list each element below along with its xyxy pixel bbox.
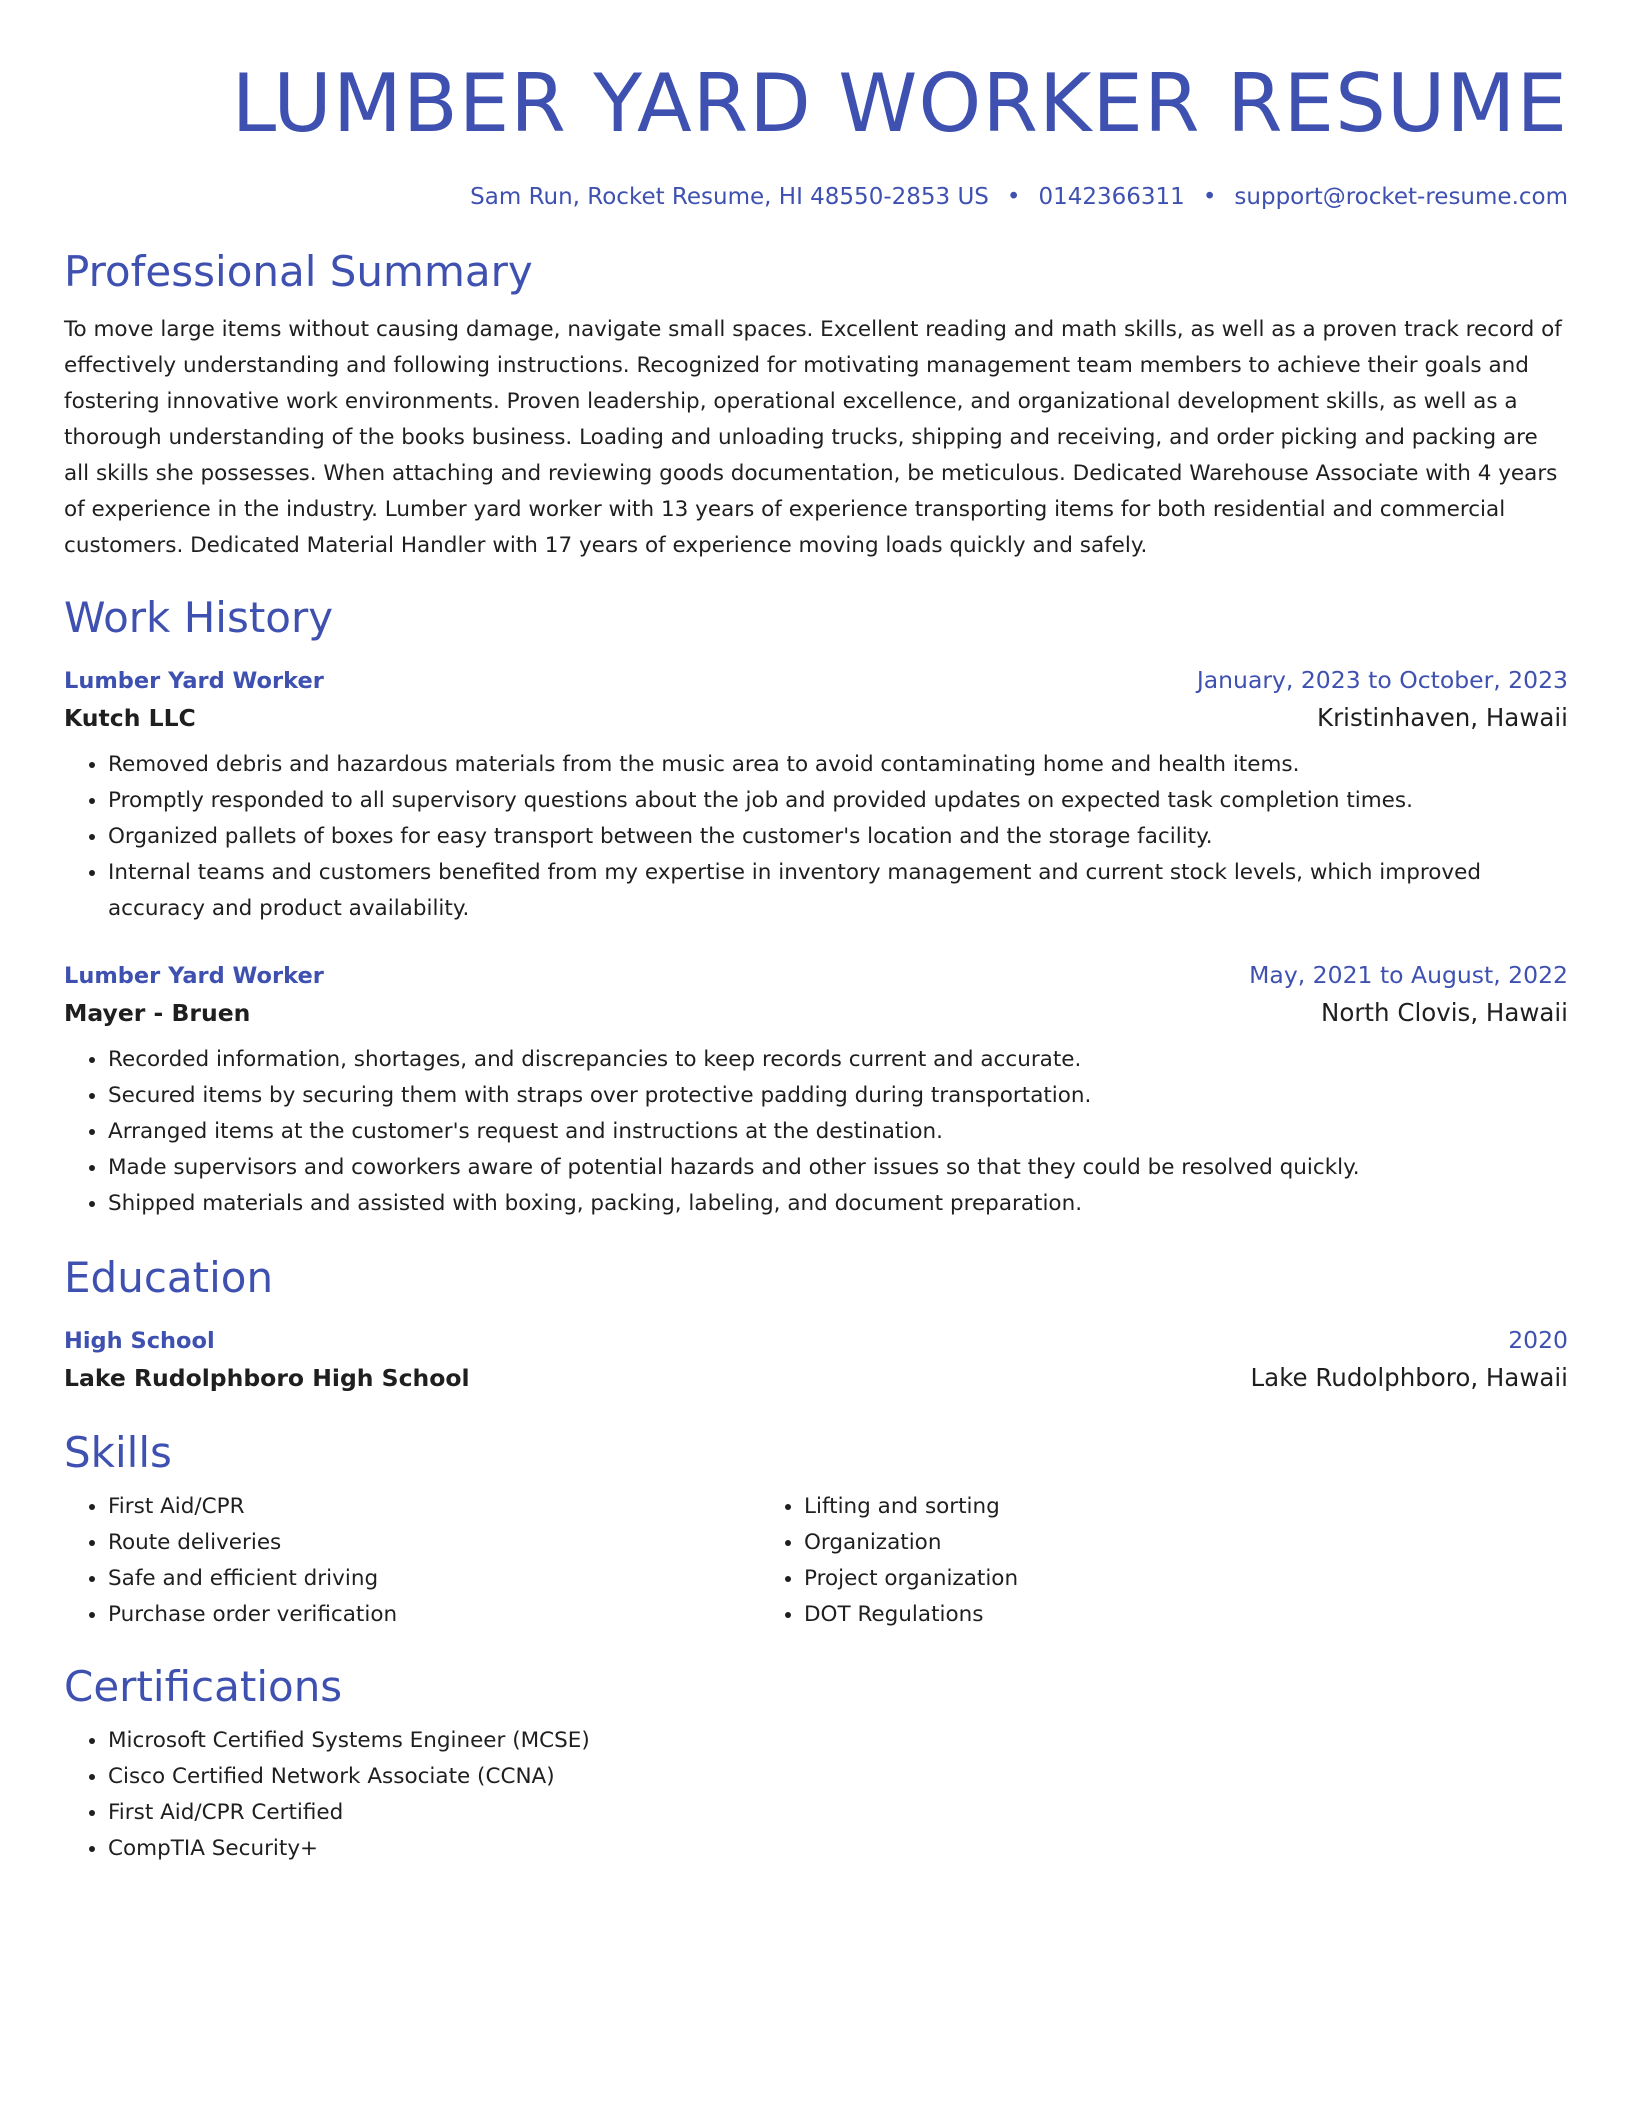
skill-item: • First Aid/CPR (108, 1489, 760, 1525)
contact-address: Sam Run, Rocket Resume, HI 48550-2853 US (470, 184, 989, 210)
job-dates: January, 2023 to October, 2023 (1196, 666, 1568, 694)
resume-title: LUMBER YARD WORKER RESUME (231, 57, 1568, 150)
job-header-row (64, 662, 1568, 699)
education-heading: Education (64, 1253, 274, 1302)
education-degree: High School (64, 1328, 215, 1354)
job-company: Kutch LLC (64, 704, 196, 732)
certifications-list (64, 1723, 1568, 1867)
summary-heading: Professional Summary (64, 247, 533, 296)
contact-email: support@rocket-resume.com (1234, 184, 1568, 210)
job-title: Lumber Yard Worker (64, 963, 324, 989)
certification-item: • First Aid/CPR Certified (108, 1795, 1568, 1831)
education-location: Lake Rudolphboro, Hawaii (1250, 1363, 1568, 1392)
job-header-row (64, 957, 1568, 994)
skill-item: • Organization (804, 1525, 1456, 1561)
contact-separator: • (1202, 184, 1217, 210)
education-year: 2020 (1508, 1326, 1568, 1354)
job-bullet: • Arranged items at the customer's request and instructions at the destination. (108, 1114, 1568, 1150)
job-title: Lumber Yard Worker (64, 668, 324, 694)
job-bullet: • Promptly responded to all supervisory questions about the job and provided updates on expected task completion times. (108, 783, 1568, 819)
job-bullet: • Organized pallets of boxes for easy transport between the customer's location and the storage facility. (108, 819, 1568, 855)
skill-item: • Project organization (804, 1561, 1456, 1597)
contact-line (64, 182, 1568, 212)
skill-item: • Route deliveries (108, 1525, 760, 1561)
job-entry (64, 662, 1568, 927)
education-school-row (64, 1359, 1568, 1397)
skill-item: • DOT Regulations (804, 1597, 1456, 1633)
skill-item: • Safe and efficient driving (108, 1561, 760, 1597)
skill-item: • Lifting and sorting (804, 1489, 1456, 1525)
job-bullet: • Internal teams and customers benefited from my expertise in inventory management and current stock levels, which improved accuracy and product availability. (108, 855, 1568, 927)
job-bullets (64, 1042, 1568, 1222)
certifications-heading: Certifications (64, 1662, 343, 1711)
contact-separator: • (1006, 184, 1021, 210)
skills-heading: Skills (64, 1428, 172, 1477)
job-location: Kristinhaven, Hawaii (1317, 703, 1568, 732)
job-bullet: • Made supervisors and coworkers aware of potential hazards and other issues so that they could be resolved quickly. (108, 1150, 1568, 1186)
skills-grid (64, 1489, 1568, 1633)
job-company-row (64, 699, 1568, 737)
certification-item: • Cisco Certified Network Associate (CCNA) (108, 1759, 1568, 1795)
job-company: Mayer - Bruen (64, 999, 251, 1027)
work-history-heading: Work History (64, 593, 334, 642)
contact-phone: 0142366311 (1038, 184, 1185, 210)
job-location: North Clovis, Hawaii (1321, 998, 1568, 1027)
education-header-row (64, 1322, 1568, 1359)
certification-item: • CompTIA Security+ (108, 1831, 1568, 1867)
job-bullet: • Removed debris and hazardous materials from the music area to avoid contaminating home and health items. (108, 747, 1568, 783)
job-company-row (64, 994, 1568, 1032)
job-bullets (64, 747, 1568, 927)
summary-text: To move large items without causing damage, navigate small spaces. Excellent reading and math skills, as well as a proven track record of effectively understanding and following instructions. Recognized for motivating management team members to achieve their goals and fostering innovative work environments. Proven leadership, operational excellence, and organizational development skills, as well as a thorough understanding of the books business. Loading and unloading trucks, shipping and receiving, and order picking and packing are all skills she possesses. When attaching and reviewing goods documentation, be meticulous. Dedicated Warehouse Associate with 4 years of experience in the industry. Lumber yard worker with 13 years of experience transporting items for both residential and commercial customers. Dedicated Material Handler with 17 years of experience moving loads quickly and safely. (64, 317, 1562, 558)
skills-column-left (64, 1489, 760, 1633)
job-bullet: • Recorded information, shortages, and discrepancies to keep records current and accurate. (108, 1042, 1568, 1078)
education-entry (64, 1322, 1568, 1397)
education-school: Lake Rudolphboro High School (64, 1364, 470, 1392)
certification-item: • Microsoft Certified Systems Engineer (MCSE) (108, 1723, 1568, 1759)
job-dates: May, 2021 to August, 2022 (1249, 961, 1568, 989)
job-bullet: • Secured items by securing them with straps over protective padding during transportation. (108, 1078, 1568, 1114)
job-bullet: • Shipped materials and assisted with boxing, packing, labeling, and document preparation. (108, 1186, 1568, 1222)
skills-column-right (760, 1489, 1456, 1633)
job-entry (64, 957, 1568, 1222)
skill-item: • Purchase order verification (108, 1597, 760, 1633)
